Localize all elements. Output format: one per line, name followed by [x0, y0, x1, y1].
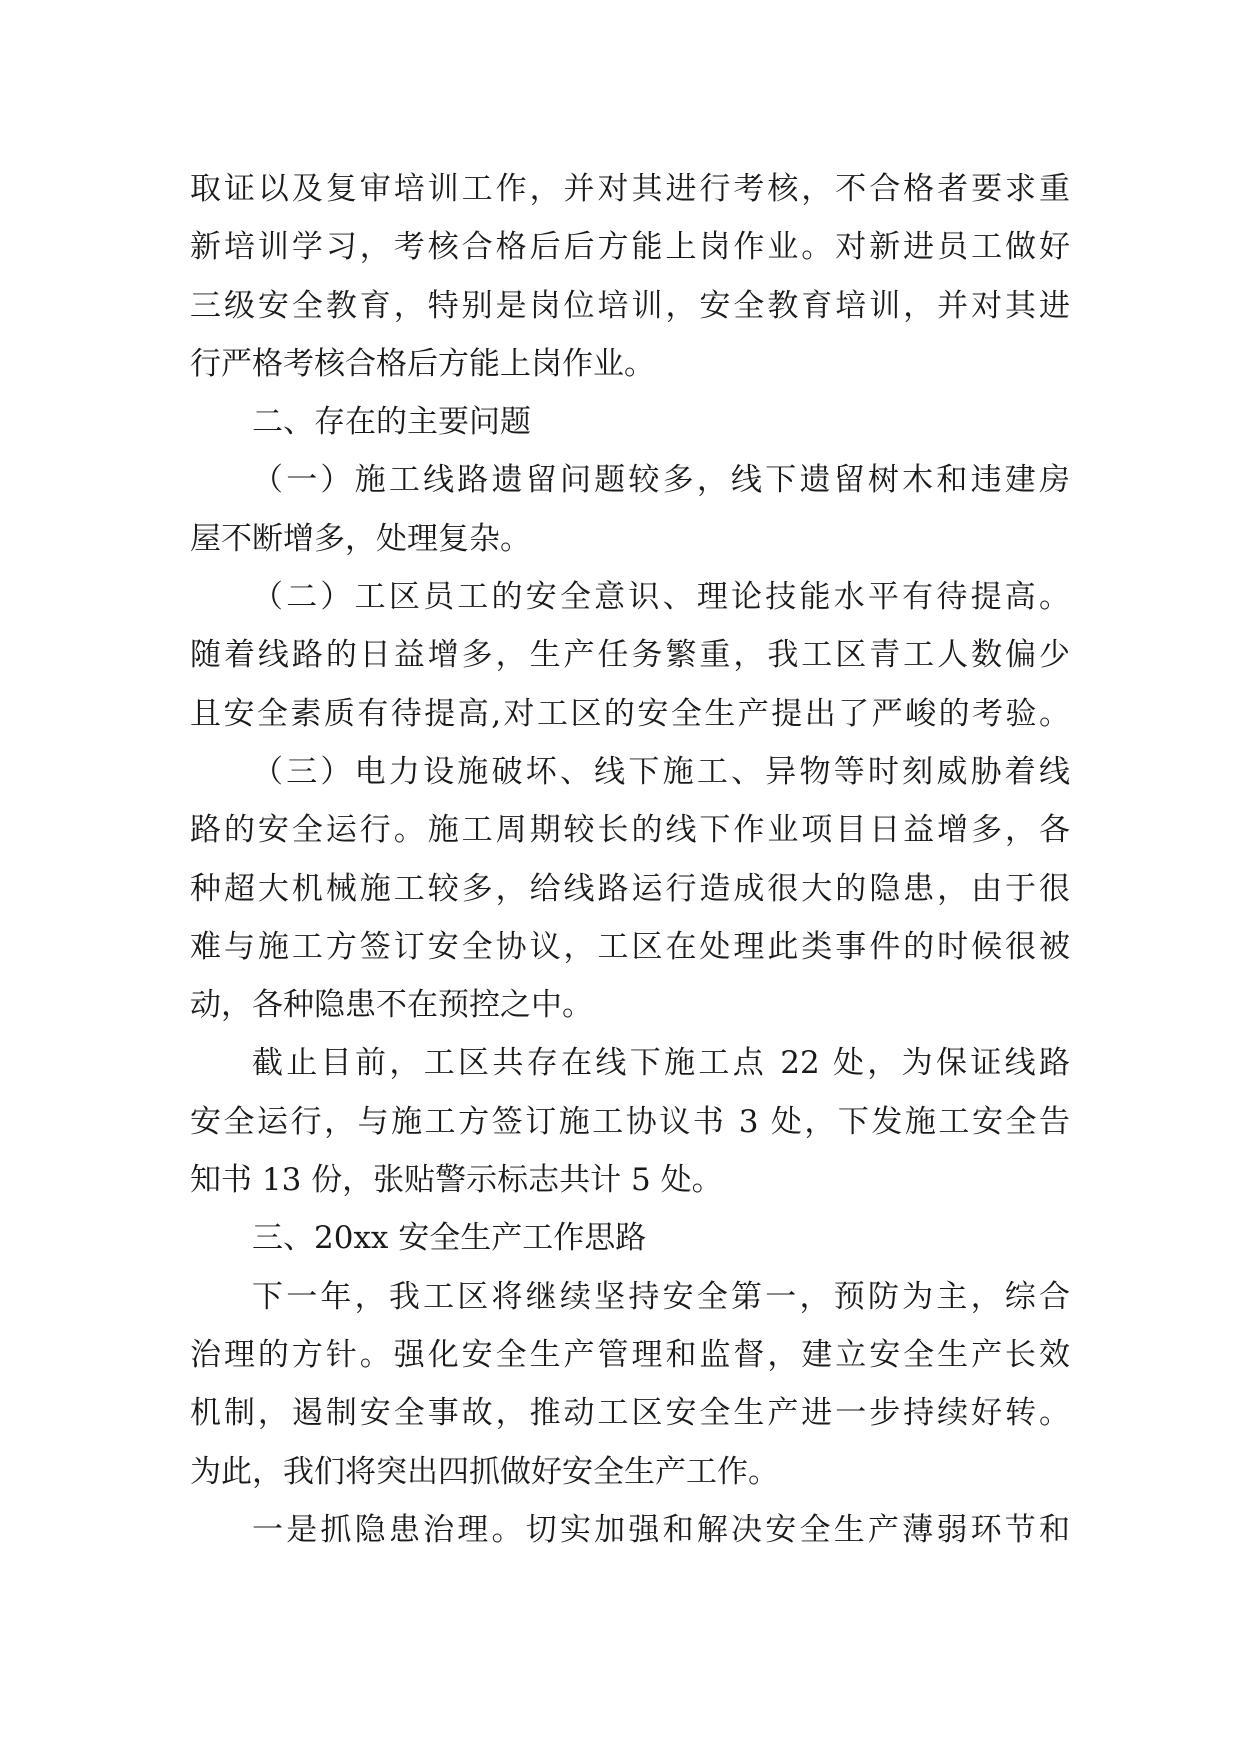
text-line: 三级安全教育，特别是岗位培训，安全教育培训，并对其进 [190, 287, 1070, 324]
text-line: （三）电力设施破坏、线下施工、异物等时刻威胁着线 [252, 753, 1070, 790]
text-line: 种超大机械施工较多，给线路运行造成很大的隐患，由于很 [190, 870, 1070, 907]
text-line: 动，各种隐患不在预控之中。 [190, 987, 593, 1024]
text-line: （一）施工线路遗留问题较多，线下遗留树木和违建房 [252, 462, 1070, 499]
text-line: 取证以及复审培训工作，并对其进行考核，不合格者要求重 [190, 171, 1070, 207]
text-line: 屋不断增多，处理复杂。 [190, 520, 531, 557]
text-line: 随着线路的日益增多，生产任务繁重，我工区青工人数偏少 [190, 637, 1070, 674]
text-line: 一是抓隐患治理。切实加强和解决安全生产薄弱环节和 [252, 1511, 1070, 1548]
text-line: 截止目前，工区共存在线下施工点 22 处，为保证线路 [252, 1045, 1070, 1082]
text-line: 安全运行，与施工方签订施工协议书 3 处，下发施工安全告 [190, 1103, 1070, 1140]
text-line: 知书 13 份，张贴警示标志共计 5 处。 [190, 1162, 723, 1199]
text-line: 三、20xx 安全生产工作思路 [252, 1220, 647, 1257]
document-body [190, 160, 1070, 1559]
text-line: 行严格考核合格后方能上岗作业。 [190, 345, 655, 382]
text-line: 且安全素质有待提高,对工区的安全生产提出了严峻的考验。 [190, 695, 1070, 732]
text-line: 机制，遏制安全事故，推动工区安全生产进一步持续好转。 [190, 1395, 1070, 1432]
text-line: 二、存在的主要问题 [252, 404, 531, 441]
text-line: 新培训学习，考核合格后后方能上岗作业。对新进员工做好 [190, 229, 1070, 266]
text-line: 路的安全运行。施工周期较长的线下作业项目日益增多，各 [190, 812, 1070, 849]
text-line: 为此，我们将突出四抓做好安全生产工作。 [190, 1453, 779, 1490]
text-line: 难与施工方签订安全协议，工区在处理此类事件的时候很被 [190, 928, 1070, 965]
text-line: （二）工区员工的安全意识、理论技能水平有待提高。 [252, 579, 1070, 616]
text-line: 治理的方针。强化安全生产管理和监督，建立安全生产长效 [190, 1336, 1070, 1373]
text-line: 下一年，我工区将继续坚持安全第一，预防为主，综合 [252, 1278, 1070, 1315]
